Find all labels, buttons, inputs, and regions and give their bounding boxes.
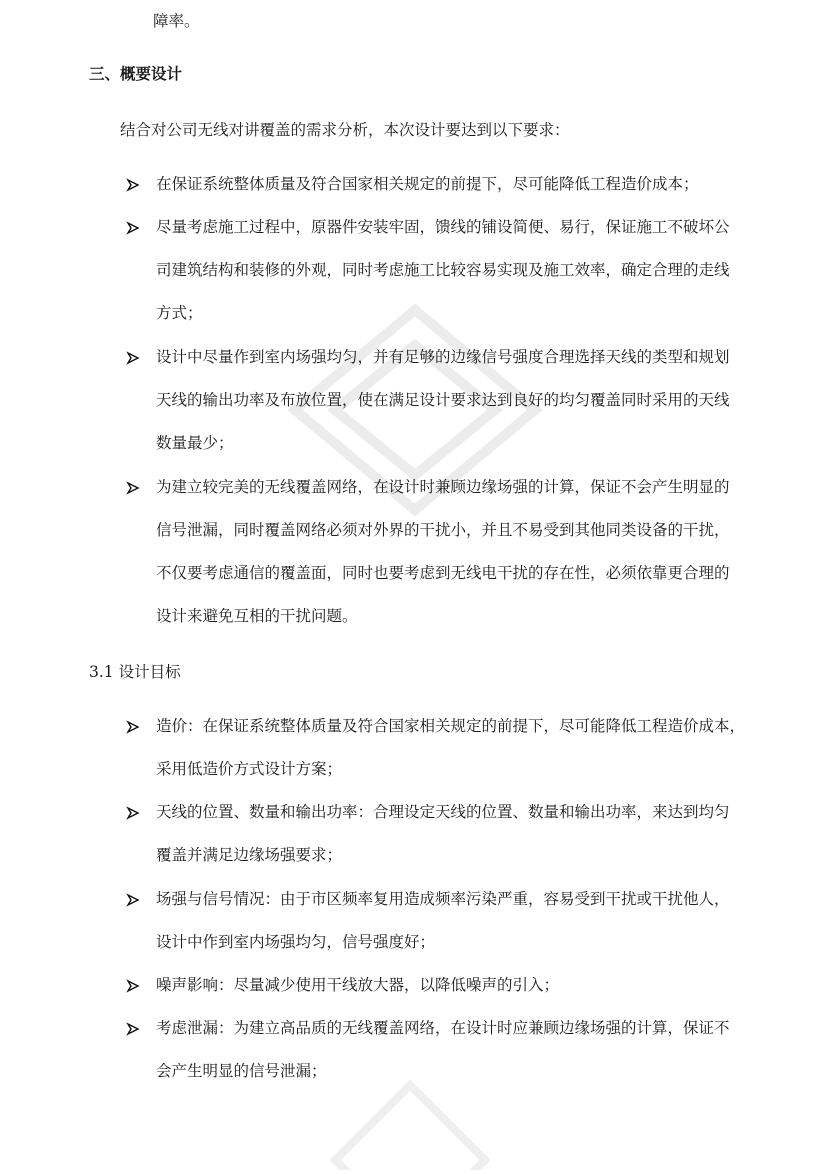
list-item-line: 设计中作到室内场强均匀，信号强度好； bbox=[156, 933, 436, 951]
arrow-bullet-icon bbox=[126, 178, 140, 192]
list-item-line: 数量最少； bbox=[156, 434, 234, 452]
arrow-bullet-icon bbox=[126, 351, 140, 365]
list-item-line: 为建立较完美的无线覆盖网络，在设计时兼顾边缘场强的计算，保证不会产生明显的 bbox=[156, 478, 730, 496]
intro-tail-text: 障率。 bbox=[153, 12, 200, 30]
list-item-line: 噪声影响：尽量减少使用干线放大器，以降低噪声的引入； bbox=[156, 976, 560, 994]
list-item-line: 在保证系统整体质量及符合国家相关规定的前提下，尽可能降低工程造价成本； bbox=[156, 175, 699, 193]
arrow-bullet-icon bbox=[126, 806, 140, 820]
list-item-line: 场强与信号情况：由于市区频率复用造成频率污染严重，容易受到干扰或干扰他人， bbox=[156, 890, 730, 908]
list-item-line: 尽量考虑施工过程中，原器件安装牢固，馈线的铺设简便、易行，保证施工不破坏公 bbox=[156, 218, 730, 236]
list-item-line: 采用低造价方式设计方案； bbox=[156, 760, 343, 778]
arrow-bullet-icon bbox=[126, 221, 140, 235]
arrow-bullet-icon bbox=[126, 720, 140, 734]
list-item-line: 设计来避免互相的干扰问题。 bbox=[156, 607, 358, 625]
list-item-line: 司建筑结构和装修的外观，同时考虑施工比较容易实现及施工效率，确定合理的走线 bbox=[156, 261, 730, 279]
list-item-line: 信号泄漏，同时覆盖网络必须对外界的干扰小，并且不易受到其他同类设备的干扰， bbox=[156, 521, 730, 539]
arrow-bullet-icon bbox=[126, 979, 140, 993]
list-item-line: 考虑泄漏：为建立高品质的无线覆盖网络，在设计时应兼顾边缘场强的计算，保证不 bbox=[156, 1019, 730, 1037]
list-item-line: 方式； bbox=[156, 304, 203, 322]
arrow-bullet-icon bbox=[126, 893, 140, 907]
list-item-line: 设计中尽量作到室内场强均匀，并有足够的边缘信号强度合理选择天线的类型和规划 bbox=[156, 348, 730, 366]
section-intro: 结合对公司无线对讲覆盖的需求分析，本次设计要达到以下要求： bbox=[120, 121, 570, 139]
diamond-watermark-icon bbox=[330, 1080, 490, 1170]
list-item-line: 会产生明显的信号泄漏； bbox=[156, 1062, 327, 1080]
list-item-line: 天线的输出功率及布放位置，使在满足设计要求达到良好的均匀覆盖同时采用的天线 bbox=[156, 391, 730, 409]
arrow-bullet-icon bbox=[126, 481, 140, 495]
section-heading: 三、概要设计 bbox=[89, 64, 183, 83]
list-item-line: 造价：在保证系统整体质量及符合国家相关规定的前提下，尽可能降低工程造价成本， bbox=[156, 717, 746, 735]
arrow-bullet-icon bbox=[126, 1022, 140, 1036]
list-item-line: 天线的位置、数量和输出功率：合理设定天线的位置、数量和输出功率，来达到均匀 bbox=[156, 803, 730, 821]
list-item-line: 覆盖并满足边缘场强要求； bbox=[156, 846, 343, 864]
subsection-heading: 3.1 设计目标 bbox=[89, 663, 181, 681]
list-item-line: 不仅要考虑通信的覆盖面，同时也要考虑到无线电干扰的存在性，必须依靠更合理的 bbox=[156, 564, 730, 582]
